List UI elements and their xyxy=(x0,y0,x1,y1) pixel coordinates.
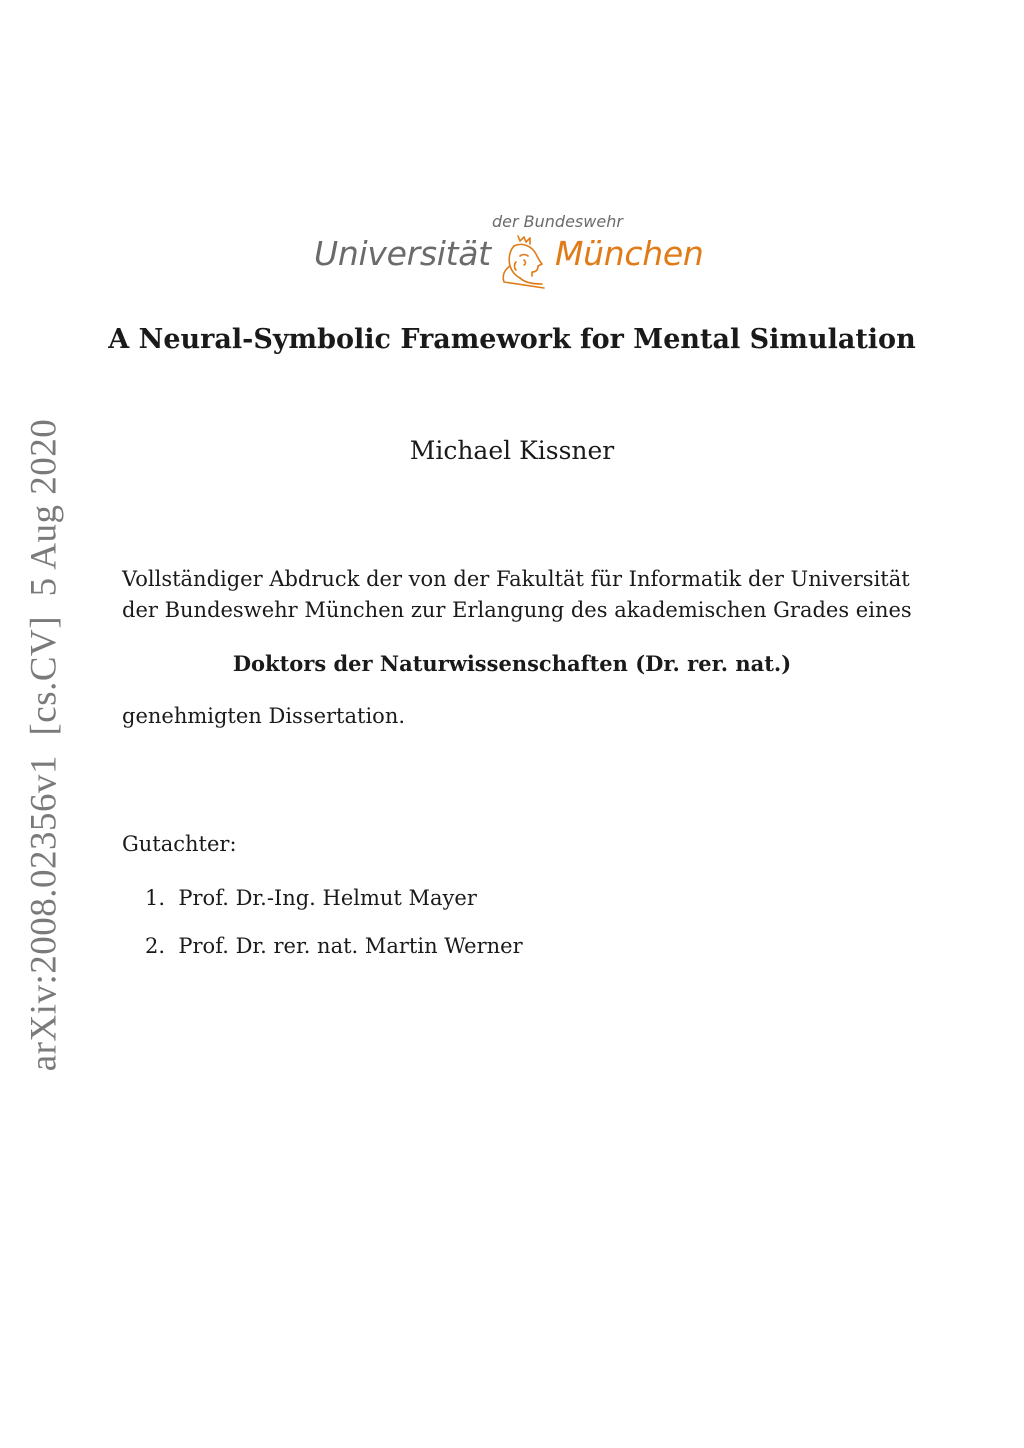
arxiv-stamp: arXiv:2008.02356v1 [cs.CV] 5 Aug 2020 xyxy=(23,418,65,1072)
referee-item: 2. Prof. Dr. rer. nat. Martin Werner xyxy=(145,934,523,958)
body-line-2: der Bundeswehr München zur Erlangung des akademischen Grades eines xyxy=(122,598,912,622)
logo-right-word: München xyxy=(555,234,704,273)
referees-label: Gutachter: xyxy=(122,832,237,856)
university-emblem-icon xyxy=(498,232,548,290)
body-line-3: genehmigten Dissertation. xyxy=(122,704,406,728)
referee-item: 1. Prof. Dr.-Ing. Helmut Mayer xyxy=(145,886,477,910)
author-name: Michael Kissner xyxy=(409,436,615,465)
logo-left-word: Universität xyxy=(314,234,491,273)
thesis-title: A Neural-Symbolic Framework for Mental Simulation xyxy=(108,324,916,355)
logo-subtitle: der Bundeswehr xyxy=(492,212,623,231)
body-line-1: Vollständiger Abdruck der von der Fakultät für Informatik der Universität xyxy=(122,567,910,591)
degree-title: Doktors der Naturwissenschaften (Dr. rer. nat.) xyxy=(232,651,792,676)
